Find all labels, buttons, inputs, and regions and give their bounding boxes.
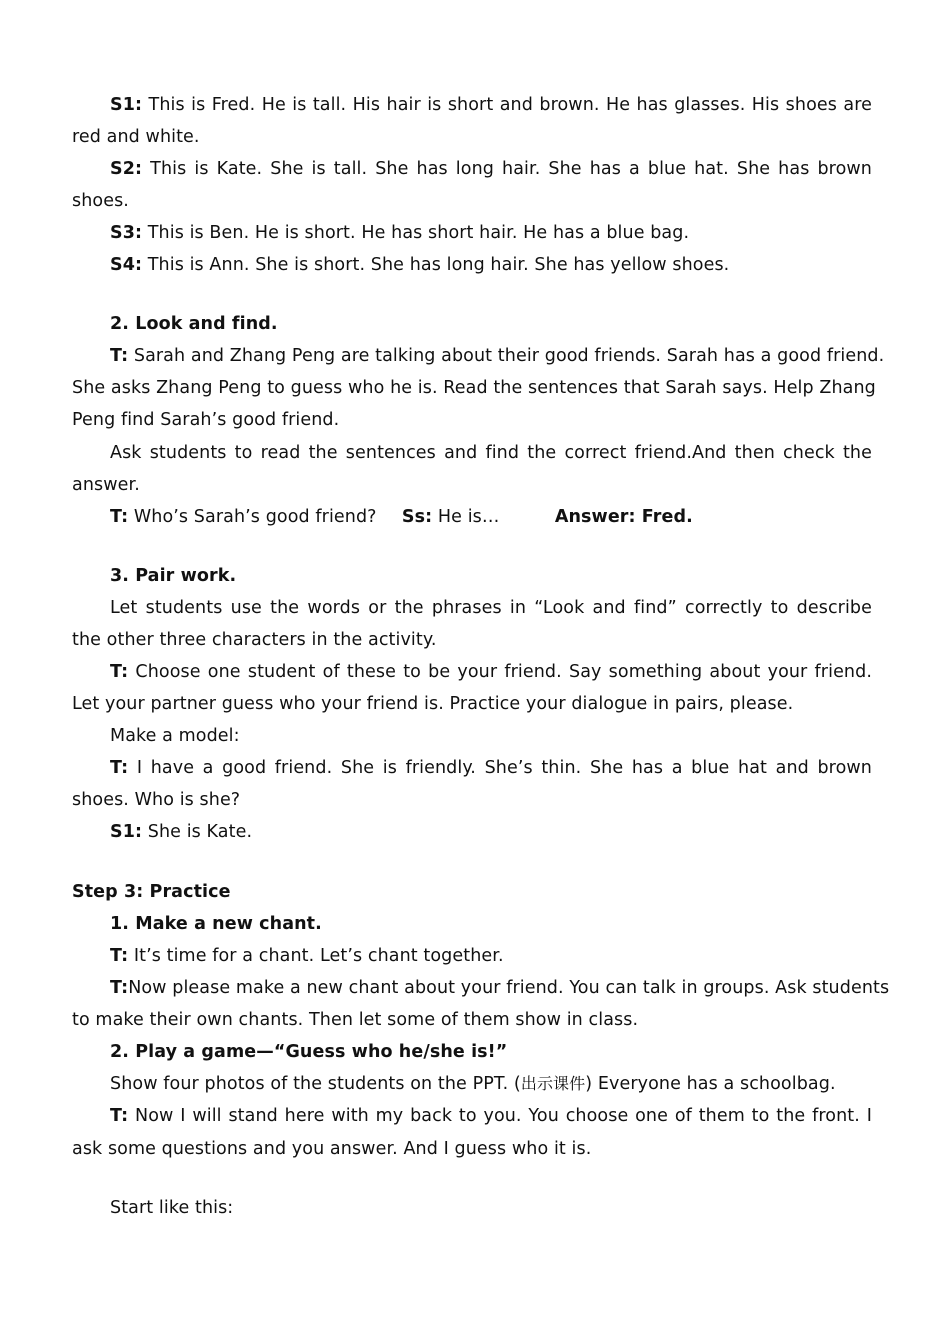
- text: This is Ben. He is short. He has short hair. He has a blue bag.: [147, 223, 690, 243]
- pair-work-let-line-1: [72, 597, 872, 619]
- text: Ask students to read the sentences and find the correct friend.And then check the: [110, 443, 872, 463]
- pair-work-t-line-1: [72, 661, 872, 683]
- look-find-question-line: [110, 506, 693, 528]
- pair-work-let-line-2: the other three characters in the activity.: [72, 630, 437, 650]
- text: Let students use the words or the phrases in “Look and find” correctly to describe: [110, 598, 872, 618]
- answer-text: He is…: [437, 507, 500, 527]
- look-find-t-line-3: Peng find Sarah’s good friend.: [72, 410, 340, 430]
- speaker-label: S3:: [110, 223, 143, 243]
- speaker-label: T:: [110, 946, 129, 966]
- start-line: Start like this:: [110, 1198, 234, 1218]
- text: It’s time for a chant. Let’s chant together.: [133, 946, 504, 966]
- pair-work-s1-line: [110, 821, 252, 843]
- speaker-label: T:: [110, 758, 129, 778]
- s4-line: [110, 254, 729, 276]
- make-model-label: Make a model:: [110, 726, 240, 746]
- speaker-label: S2:: [110, 159, 143, 179]
- game-heading: 2. Play a game—“Guess who he/she is!”: [110, 1042, 508, 1062]
- look-and-find-heading: 2. Look and find.: [110, 314, 278, 334]
- question-text: Who’s Sarah’s good friend?: [133, 507, 377, 527]
- speaker-label: T:: [110, 978, 129, 998]
- speaker-label: T:: [110, 1106, 129, 1126]
- speaker-label: S4:: [110, 255, 143, 275]
- game-t-line-2: ask some questions and you answer. And I guess who it is.: [72, 1139, 592, 1159]
- s2-line-2: shoes.: [72, 191, 129, 211]
- look-find-ask-line-1: [72, 442, 872, 464]
- speaker-label: T:: [110, 662, 129, 682]
- text: This is Kate. She is tall. She has long hair. She has a blue hat. She has brown: [150, 159, 872, 179]
- chant-heading: 1. Make a new chant.: [110, 914, 322, 934]
- look-find-ask-line-2: answer.: [72, 475, 140, 495]
- step3-heading: Step 3: Practice: [72, 882, 231, 902]
- speaker-label: S1:: [110, 95, 143, 115]
- look-find-t-line-1: [72, 345, 885, 367]
- s3-line: [110, 222, 689, 244]
- chant-t2-line-2: to make their own chants. Then let some of them show in class.: [72, 1010, 639, 1030]
- text: I have a good friend. She is friendly. She’s thin. She has a blue hat and brown: [136, 758, 873, 778]
- chant-t2-line-1: [72, 977, 890, 999]
- text: Now I will stand here with my back to you. You choose one of them to the front. I: [135, 1106, 872, 1126]
- pair-work-t2-line-2: shoes. Who is she?: [72, 790, 241, 810]
- pair-work-t2-line-1: [72, 757, 872, 779]
- pair-work-heading: 3. Pair work.: [110, 566, 237, 586]
- pair-work-t-line-2: Let your partner guess who your friend is. Practice your dialogue in pairs, please.: [72, 694, 794, 714]
- text: She is Kate.: [147, 822, 253, 842]
- text: Sarah and Zhang Peng are talking about their good friends. Sarah has a good friend.: [133, 346, 885, 366]
- cjk-text: 出示课件: [520, 1074, 586, 1093]
- chant-t-line: [110, 945, 504, 967]
- text: This is Ann. She is short. She has long hair. She has yellow shoes.: [147, 255, 730, 275]
- game-t-line-1: [72, 1105, 872, 1127]
- show-photos-line: [110, 1073, 836, 1095]
- s2-line-1: [72, 158, 872, 180]
- text: Choose one student of these to be your friend. Say something about your friend.: [135, 662, 872, 682]
- look-find-t-line-2: She asks Zhang Peng to guess who he is. Read the sentences that Sarah says. Help Zhang: [72, 378, 876, 398]
- text: This is Fred. He is tall. His hair is short and brown. He has glasses. His shoes are: [148, 95, 872, 115]
- speaker-label: Ss:: [401, 507, 433, 527]
- s1-line-1: [72, 94, 872, 116]
- s1-line-2: red and white.: [72, 127, 200, 147]
- answer-label: Answer: Fred.: [554, 507, 693, 527]
- text: Show four photos of the students on the PPT. (: [110, 1074, 521, 1094]
- speaker-label: T:: [110, 507, 129, 527]
- speaker-label: S1:: [110, 822, 143, 842]
- text: Now please make a new chant about your friend. You can talk in groups. Ask students: [128, 978, 890, 998]
- text: ) Everyone has a schoolbag.: [585, 1074, 836, 1094]
- speaker-label: T:: [110, 346, 129, 366]
